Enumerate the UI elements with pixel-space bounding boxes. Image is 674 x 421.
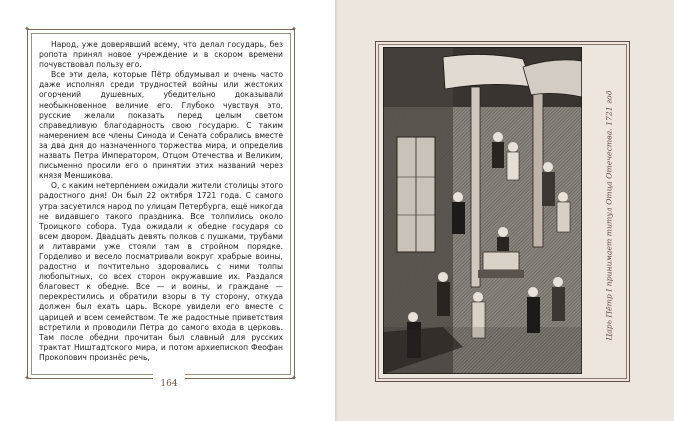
engraving-illustration — [383, 47, 582, 374]
corner-ornament-icon: ✦ — [24, 25, 30, 33]
paragraph: Народ, уже доверявший всему, что делал государь, без ропота принял новое учреждение и в скором времени почувствовал пользу его. — [39, 40, 283, 70]
corner-ornament-icon: ✦ — [24, 374, 30, 382]
page-number: 164 — [160, 379, 178, 389]
paragraph: Все эти дела, которые Пётр обдумывал и очень часто даже исполнял среди трудностей войны или жестоких огорчений душевных, убедительно доказывали необыкновенное величие его. Глубоко чувствуя это, русские желали показать перед целым светом справедливую благодарность свою государю. С таким намерением все члены Синода и Сената собрались вместе за два дня до назначенного торжества мира, и определив назвать Петра Императором, Отцом Отечества и Великим, письменно просили его о принятии этих названий через князя Меншикова. — [39, 70, 283, 181]
corner-ornament-icon: ✦ — [291, 374, 297, 382]
illustration-caption: Царь Пётр I принимает титул Отца Отечества. 1721 год — [604, 90, 614, 341]
paragraph: О, с каким нетерпением ожидали жители столицы этого радостного дня! Он был 22 октября 1721 года. С самого утра засуетился народ по улицам Петербурга, ещё никогда не видавшего такого праздника. Все толпились около Троицкого собора. Туда ожидали к обедне государя со всем двором. Двадцать девять полков с пушками, трубами и литаврами уже стояли там в стройном порядке. Горделиво и весело посматривали вокруг храбрые воины, радостно и почтительно здоровались с ними толпы любопытных, со всех сторон окружавшие их. Раздался благовест к обедне. Все — и воины, и граждане — перекрестились и обратили взоры в ту сторону, откуда должен был ехать царь. Вскоре увидели его вместе с царицей и всем семейством. Те же радостные приветствия встретили и проводили Петра до самого входа в церковь. Там после обедни прочитан был славный для русских трактат Ништадтского мира, и потом архиепископ Феофан Прокопович произнёс речь, — [39, 181, 283, 362]
corner-ornament-icon: ✦ — [291, 25, 297, 33]
engraving-image — [383, 47, 582, 374]
body-text — [39, 40, 283, 363]
page-number-box — [153, 371, 185, 389]
book-spine — [335, 0, 339, 421]
